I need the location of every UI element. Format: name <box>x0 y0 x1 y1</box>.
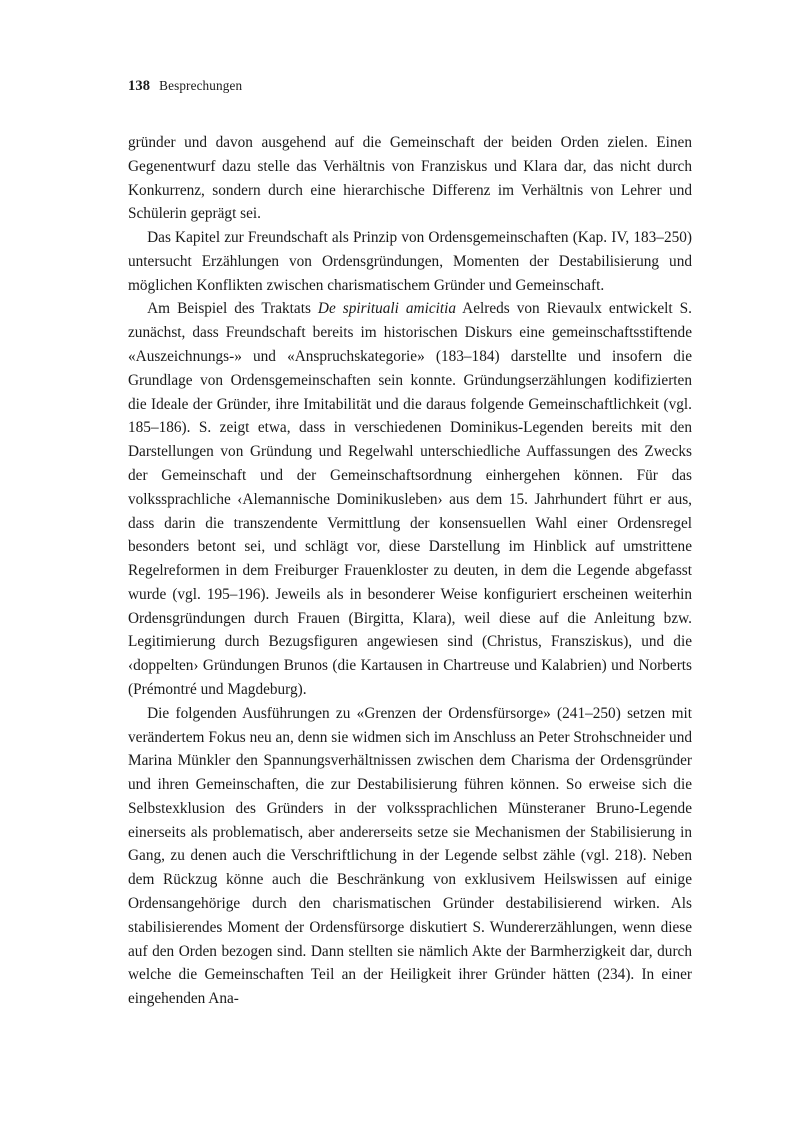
text-run: Die folgenden Ausführungen zu «Grenzen der Ordensfürsorge» (241–250) setzen mit verändertem Fokus neu an, denn sie widmen sich im Anschluss an Peter Strohschneider und Marina Münkler den Spannungsverhältnissen zwischen dem Charisma der Ordensgründer und ihren Gemeinschaften, die zur Destabilisierung führen können. So erweise sich die Selbstexklusion des Gründers in der volkssprachlichen Münsteraner Bruno-Legende einerseits als problematisch, aber andererseits setze sie Mechanismen der Stabilisierung in Gang, zu denen auch die Verschriftlichung in der Legende selbst zähle (vgl. 218). Neben dem Rückzug könne auch die Beschränkung von exklusivem Heilswissen auf einige Ordensangehörige durch den charismatischen Gründer destabilisierend wirken. Als stabilisierendes Moment der Ordensfürsorge diskutiert S. Wundererzählungen, wenn diese auf den Orden bezogen sind. Dann stellten sie nämlich Akte der Barmherzigkeit dar, durch welche die Gemeinschaften Teil an der Heiligkeit ihrer Gründer hätten (234). In einer eingehenden Ana- <box>128 704 692 1008</box>
page-number: 138 <box>128 78 151 94</box>
text-run: Am Beispiel des Traktats <box>147 300 318 318</box>
body-text <box>128 131 692 1011</box>
paragraph <box>128 131 692 226</box>
italic-title: De spirituali amicitia <box>317 300 457 318</box>
text-run: Aelreds von Rievaulx entwickelt S. zunächst, dass Freundschaft bereits im historischen Diskurs eine gemeinschaftsstiftende «Auszeichnungs-» und «Anspruchskategorie» (183–184) darstellte und insofern die Grundlage von Ordensgemeinschaften sein konnte. Gründungserzählungen kodifizierten die Ideale der Gründer, ihre Imitabilität und die daraus folgende Gemeinschaftlichkeit (vgl. 185–186). S. zeigt etwa, dass in verschiedenen Dominikus-Legenden bereits mit den Darstellungen von Gründung und Regelwahl unterschiedliche Auffassungen des Zwecks der Gemeinschaft und der Gemeinschaftsordnung einhergehen können. Für das volkssprachliche ‹Alemannische Dominikusleben› aus dem 15. Jahrhundert führt er aus, dass darin die transzendente Vermittlung der konsensuellen Wahl einer Ordensregel besonders betont sei, und schlägt vor, diese Darstellung im Hinblick auf umstrittene Regelreformen in dem Freiburger Frauenkloster zu deuten, in dem die Legende abgefasst wurde (vgl. 195–196). Jeweils als in besonderer Weise konfiguriert erscheinen weiterhin Ordensgründungen durch Frauen (Birgitta, Klara), weil diese auf die Anleitung bzw. Legitimierung durch Bezugsfiguren angewiesen sind (Christus, Fransziskus), und die ‹doppelten› Gründungen Brunos (die Kartausen in Chartreuse und Kalabrien) und Norberts (Prémontré und Magdeburg). <box>128 300 692 698</box>
text-run: Das Kapitel zur Freundschaft als Prinzip von Ordensgemeinschaften (Kap. IV, 183–250) untersucht Erzählungen von Ordensgründungen, Momenten der Destabilisierung und möglichen Konflikten zwischen charismatischem Gründer und Gemeinschaft. <box>128 229 692 294</box>
text-run: gründer und davon ausgehend auf die Gemeinschaft der beiden Orden zielen. Einen Gegenentwurf dazu stelle das Verhältnis von Franziskus und Klara dar, das nicht durch Konkurrenz, sondern durch eine hierarchische Differenz im Verhältnis von Lehrer und Schülerin geprägt sei. <box>128 134 692 223</box>
running-head-title: Besprechungen <box>159 78 243 93</box>
running-head <box>128 78 692 95</box>
paragraph <box>128 702 692 1011</box>
paragraph <box>128 226 692 297</box>
paragraph <box>128 297 692 701</box>
